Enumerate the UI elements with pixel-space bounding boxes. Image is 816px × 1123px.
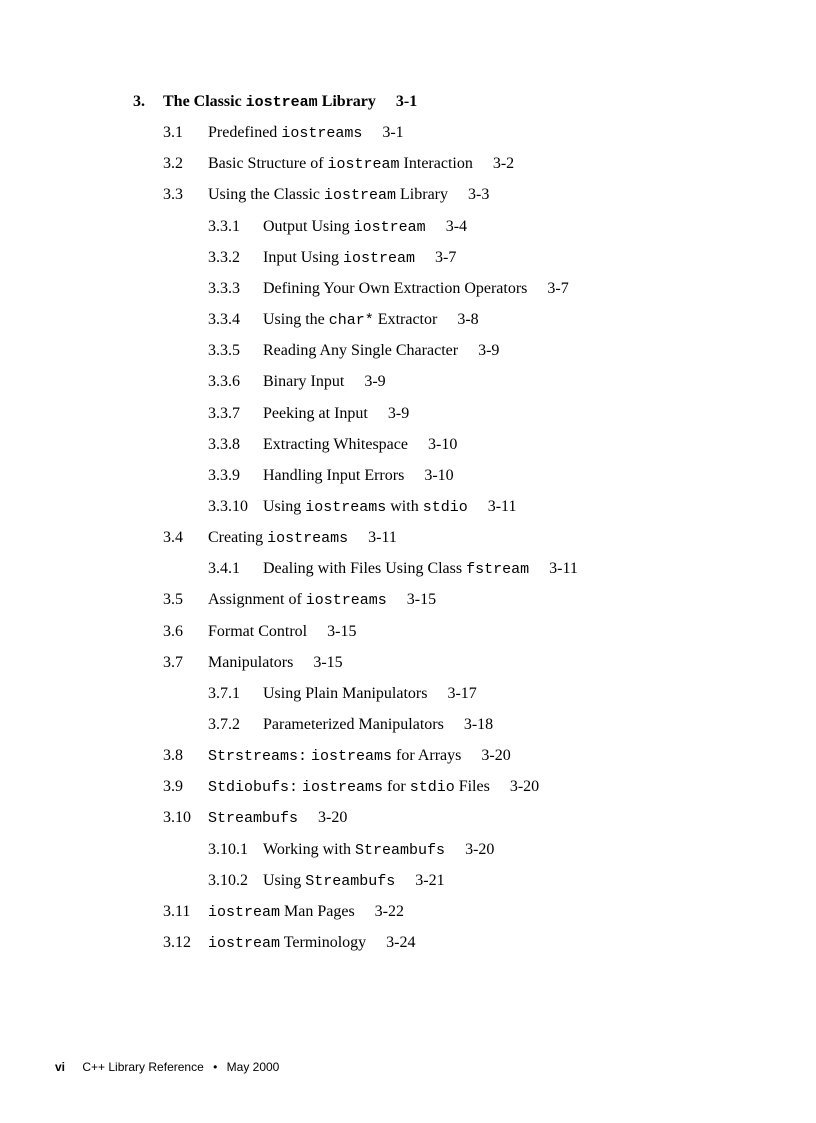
- toc-entry-number: 3.3.4: [208, 311, 240, 328]
- toc-entry-text: Binary Input: [263, 373, 345, 390]
- toc-entry-code-text: iostreams: [305, 499, 387, 516]
- toc-entry-number: 3.10: [163, 809, 191, 826]
- toc-entry-title: [208, 775, 539, 800]
- toc-entry-code-text: fstream: [466, 561, 530, 578]
- toc-entry-page: 3-22: [374, 903, 404, 920]
- toc-entry-page: 3-15: [406, 591, 437, 608]
- toc-entry-page: 3-18: [463, 716, 494, 733]
- toc-entry-number: 3.3.2: [208, 249, 240, 266]
- toc-entry-title: [263, 838, 494, 863]
- toc-entry-title: [263, 402, 409, 426]
- toc-entry-page: 3-11: [487, 498, 517, 515]
- toc-entry-title: [208, 744, 511, 769]
- toc-entry-number: 3.12: [163, 934, 191, 951]
- toc-entry-page: 3-3: [468, 186, 490, 203]
- toc-entry-page: 3-10: [424, 467, 454, 484]
- toc-entry-text: Interaction: [399, 155, 473, 172]
- footer-date: May 2000: [226, 1060, 280, 1074]
- toc-entry-number: 3.2: [163, 155, 183, 172]
- toc-entry-title: [208, 121, 404, 146]
- toc-entry-page: 3-2: [492, 155, 515, 172]
- toc-entry-number: 3.7.2: [208, 716, 240, 733]
- toc-entry-number: 3.9: [163, 778, 183, 795]
- toc-entry-number: 3.3.1: [208, 218, 240, 235]
- toc-entry-page: 3-4: [445, 218, 468, 235]
- toc-entry-number: 3.10.1: [208, 841, 248, 858]
- toc-entry-text: with: [386, 498, 423, 515]
- toc-entry-page: 3-21: [415, 872, 445, 889]
- toc-entry-page: 3-9: [478, 342, 500, 359]
- toc-entry-page: 3-10: [427, 436, 458, 453]
- toc-entry-code-text: Strstreams:: [208, 748, 308, 765]
- toc-entry-text: Output Using: [263, 218, 354, 235]
- toc-entry-text: for Arrays: [392, 747, 462, 764]
- toc-entry-code-text: Streambufs: [355, 842, 446, 859]
- toc-entry-text: Terminology: [280, 934, 367, 951]
- toc-entry-text: Files: [454, 778, 490, 795]
- toc-entry-text: Predefined: [208, 124, 282, 141]
- toc-entry-code-text: stdio: [409, 779, 455, 796]
- toc-entry-page: 3-15: [313, 654, 343, 671]
- toc-entry-title: [263, 370, 386, 394]
- toc-entry-text: Man Pages: [280, 903, 355, 920]
- toc-entry-text: Using the: [263, 311, 329, 328]
- toc-entry-number: 3.3.8: [208, 436, 240, 453]
- toc-entry-text: Creating: [208, 529, 268, 546]
- toc-entry-code-text: iostreams: [302, 779, 384, 796]
- toc-entry-title: [208, 588, 436, 613]
- toc-entry-title: [208, 806, 347, 831]
- toc-entry-number: 3.10.2: [208, 872, 248, 889]
- toc-entry-code-text: Streambufs: [305, 873, 396, 890]
- toc-entry-code-text: iostreams: [311, 748, 393, 765]
- toc-entry-text: Library: [396, 186, 448, 203]
- toc-entry-code-text: iostream: [208, 935, 281, 952]
- toc-entry-number: 3.3.10: [208, 498, 248, 515]
- toc-entry-page: 3-20: [318, 809, 348, 826]
- toc-entry-title: [208, 526, 397, 551]
- toc-entry-code-text: iostream: [343, 250, 416, 267]
- toc-entry-text: Defining Your Own Extraction Operators: [263, 280, 528, 297]
- toc-entry-title: [263, 339, 499, 363]
- toc-entry-number: 3.3.3: [208, 280, 240, 297]
- toc-entry-title: [208, 620, 356, 644]
- toc-entry-number: 3.8: [163, 747, 183, 764]
- toc-entry-title: [208, 651, 343, 675]
- toc-entry-title: [263, 869, 445, 894]
- toc-entry-page: 3-1: [395, 93, 418, 110]
- toc-entry-text: Dealing with Files Using Class: [263, 560, 467, 577]
- footer-separator: •: [213, 1060, 218, 1074]
- toc-entry-code-text: iostream: [327, 156, 400, 173]
- toc-entry-number: 3.7.1: [208, 685, 240, 702]
- toc-entry-number: 3.3.9: [208, 467, 240, 484]
- toc-entry-code-text: char*: [328, 312, 374, 329]
- toc-entry-text: Using the Classic: [208, 186, 324, 203]
- toc-entry-title: [263, 433, 457, 457]
- toc-entry-text: Extractor: [373, 311, 438, 328]
- toc-entry-number: 3.7: [163, 654, 183, 671]
- toc-entry-page: 3-7: [435, 249, 457, 266]
- toc-entry-code-text: iostream: [208, 904, 281, 921]
- toc-entry-text: Reading Any Single Character: [263, 342, 459, 359]
- toc-entry-code-text: Stdiobufs:: [208, 779, 299, 796]
- toc-entry-number: 3.3.7: [208, 405, 240, 422]
- toc-entry-page: 3-1: [382, 124, 404, 141]
- toc-entry-text: Extracting Whitespace: [263, 436, 408, 453]
- toc-entry-code-text: iostream: [353, 219, 426, 236]
- toc-entry-title: [263, 495, 516, 520]
- toc-entry-title: [263, 246, 456, 271]
- toc-entry-title: [208, 152, 514, 177]
- toc-entry-number: 3.4: [163, 529, 183, 546]
- toc-entry-text: Basic Structure of: [208, 155, 328, 172]
- toc-entry-page: 3-9: [387, 405, 410, 422]
- toc-entry-number: 3.4.1: [208, 560, 240, 577]
- toc-entry-text: Library: [317, 93, 376, 110]
- toc-entry-title: [263, 215, 467, 240]
- toc-entry-page: 3-20: [465, 841, 495, 858]
- toc-entry-title: [208, 900, 404, 925]
- toc-entry-page: 3-9: [364, 373, 386, 390]
- toc-entry-number: 3.3.6: [208, 373, 240, 390]
- toc-entry-text: Format Control: [208, 623, 308, 640]
- toc-entry-code-text: Streambufs: [208, 810, 299, 827]
- toc-entry-text: The Classic: [163, 93, 246, 110]
- toc-entry-code-text: iostreams: [305, 592, 387, 609]
- toc-entry-number: 3.11: [163, 903, 191, 920]
- toc-entry-number: 3.3: [163, 186, 183, 203]
- footer-page-number: vi: [55, 1060, 66, 1074]
- toc-entry-text: Handling Input Errors: [263, 467, 405, 484]
- toc-entry-page: 3-11: [549, 560, 578, 577]
- toc-entry-title: [263, 557, 578, 582]
- toc-entry-title: [263, 277, 569, 301]
- page-footer: [55, 1057, 279, 1077]
- toc-entry-text: Manipulators: [208, 654, 294, 671]
- toc-entry-title: [208, 931, 415, 956]
- toc-entry-page: 3-17: [447, 685, 477, 702]
- toc-entry-text: Working with: [263, 841, 356, 858]
- toc-entry-code-text: iostream: [245, 94, 318, 111]
- toc-entry-text: Using Plain Manipulators: [263, 685, 428, 702]
- toc-entry-number: 3.3.5: [208, 342, 240, 359]
- toc-entry-code-text: stdio: [422, 499, 468, 516]
- toc-entry-page: 3-8: [457, 311, 479, 328]
- toc-entry-title: [208, 183, 489, 208]
- toc-entry-number: 3.5: [163, 591, 183, 608]
- toc-entry-page: 3-15: [327, 623, 357, 640]
- toc-entry-title: [263, 682, 477, 706]
- toc-entry-page: 3-20: [481, 747, 511, 764]
- toc-entry-text: Input Using: [263, 249, 343, 266]
- toc-entry-text: Peeking at Input: [263, 405, 368, 422]
- toc-entry-title: [263, 713, 493, 737]
- toc-entry-title: [163, 90, 417, 115]
- toc-entry-title: [263, 464, 454, 488]
- toc-entry-number: 3.6: [163, 623, 183, 640]
- toc-entry-text: Using: [263, 872, 306, 889]
- toc-entry-page: 3-11: [368, 529, 397, 546]
- toc-entry-number: 3.1: [163, 124, 183, 141]
- toc-entry-text: for: [383, 778, 410, 795]
- toc-entry-text: Parameterized Manipulators: [263, 716, 444, 733]
- toc-entry-title: [263, 308, 479, 333]
- toc-entry-page: 3-7: [547, 280, 569, 297]
- toc-entry-code-text: iostream: [324, 187, 397, 204]
- toc-entry-page: 3-20: [509, 778, 540, 795]
- toc-entry-number: 3.: [133, 93, 145, 110]
- footer-book-title: C++ Library Reference: [82, 1060, 204, 1074]
- toc-entry-code-text: iostreams: [267, 530, 349, 547]
- toc-entry-code-text: iostreams: [281, 125, 363, 142]
- toc-entry-page: 3-24: [386, 934, 416, 951]
- toc-entry-text: Using: [263, 498, 306, 515]
- toc-entry-text: Assignment of: [208, 591, 306, 608]
